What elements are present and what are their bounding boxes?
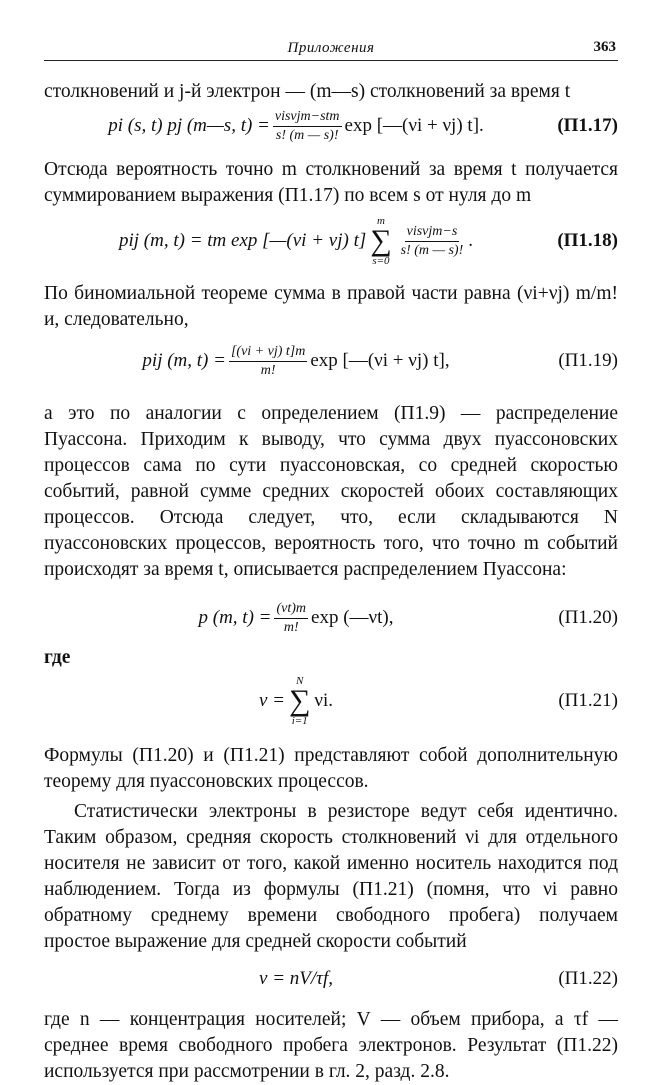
paragraph-4: а это по аналогии с определением (П1.9) — распределение Пуассона. Приходим к выводу, что сумма двух пуассоновских процессов сама по сути пуассоновская, со средней скоростью событий, равной сумме средних скоростей обоих составляющих процессов. Отсюда следует, что, если складываются N пуассоновских процессов, вероятность того, что точно m событий происходят за время t, описывается распределением Пуассона: [44, 403, 618, 580]
eq20-numerator: (νt)m [274, 601, 308, 619]
eq18-sum [370, 215, 391, 267]
eq17-rhs: exp [—(νi + νj) t]. [344, 115, 484, 136]
page-number: 363 [593, 39, 616, 55]
eq17-lhs: pi (s, t) pj (m—s, t) = [108, 115, 270, 136]
paragraph-2: Отсюда вероятность точно m столкновений за время t получается суммированием выражения (П1.17) по всем s от нуля до m [44, 159, 618, 206]
running-header [44, 38, 618, 61]
eq19-numerator: [(νi + νj) t]m [229, 344, 307, 362]
eq18-sum-top: m [376, 215, 385, 227]
eq20-denominator: m! [283, 619, 299, 635]
eq18-numerator: νisνjm−s [405, 224, 460, 242]
equation-p1-18 [44, 209, 618, 273]
equation-p1-20 [44, 589, 618, 647]
eq21-sum [289, 675, 310, 727]
eq19-label: (П1.19) [558, 350, 618, 371]
eq17-label: (П1.17) [557, 115, 618, 136]
paragraph-7: где n — концентрация носителей; V — объем прибора, а τf — среднее время свободного пробега электронов. Результат (П1.22) используется при рассмотрении в гл. 2, разд. 2.8. [44, 1009, 618, 1082]
eq20-label: (П1.20) [558, 607, 618, 628]
eq18-fraction [399, 224, 466, 259]
eq18-lhs: pij (m, t) = tm exp [—(νi + νj) t] [118, 230, 367, 251]
eq20-lhs: p (m, t) = [198, 607, 272, 628]
paragraph-5: Формулы (П1.20) и (П1.21) представляют собой дополнительную теорему для пуассоновских процессов. [44, 745, 618, 792]
eq20-fraction [274, 601, 308, 636]
eq18-denominator: s! (m — s)! [400, 242, 464, 258]
eq19-denominator: m! [260, 362, 276, 378]
equation-p1-17 [44, 105, 618, 147]
eq17-denominator: s! (m — s)! [275, 127, 339, 143]
where-word: где [44, 647, 71, 668]
eq17-numerator: νisνjm−stm [273, 109, 342, 127]
paragraph-3: По биномиальной теореме сумма в правой части равна (νi+νj) m/m! и, следовательно, [44, 283, 618, 330]
eq19-lhs: pij (m, t) = [142, 350, 226, 371]
summation-sign: ∑ [289, 684, 311, 717]
equation-p1-19 [44, 333, 618, 389]
eq18-rhs: . [468, 230, 473, 251]
equation-p1-22 [44, 955, 618, 1003]
eq21-sum-top: N [296, 675, 304, 687]
eq17-fraction [273, 109, 342, 144]
eq20-rhs: exp (—νt), [311, 607, 394, 628]
book-page [44, 38, 618, 1085]
eq18-sum-bottom: s=0 [372, 255, 390, 267]
eq22-expression: ν = nV/τf, [259, 968, 333, 989]
paragraph-6: Статистически электроны в резисторе ведут себя идентично. Таким образом, средняя скорость столкновений νi для отдельного носителя не зависит от того, какой именно носитель находится под наблюдением. Тогда из формулы (П1.21) (помня, что νi равно обратному среднему времени свободного пробега) получаем простое выражение для средней скорости событий [44, 801, 618, 952]
eq18-label: (П1.18) [557, 230, 618, 251]
equation-p1-21 [44, 669, 618, 733]
eq19-rhs: exp [—(νi + νj) t], [310, 350, 450, 371]
eq21-lhs: ν = [258, 690, 285, 711]
summation-sign: ∑ [370, 224, 392, 257]
eq19-fraction [229, 344, 307, 379]
eq22-label: (П1.22) [558, 968, 618, 989]
paragraph-1: столкновений и j-й электрон — (m—s) столкновений за время t [44, 81, 571, 102]
section-title: Приложения [287, 40, 375, 56]
eq21-label: (П1.21) [558, 690, 618, 711]
eq21-sum-bottom: i=1 [291, 715, 308, 727]
eq21-rhs: νi. [314, 690, 334, 711]
